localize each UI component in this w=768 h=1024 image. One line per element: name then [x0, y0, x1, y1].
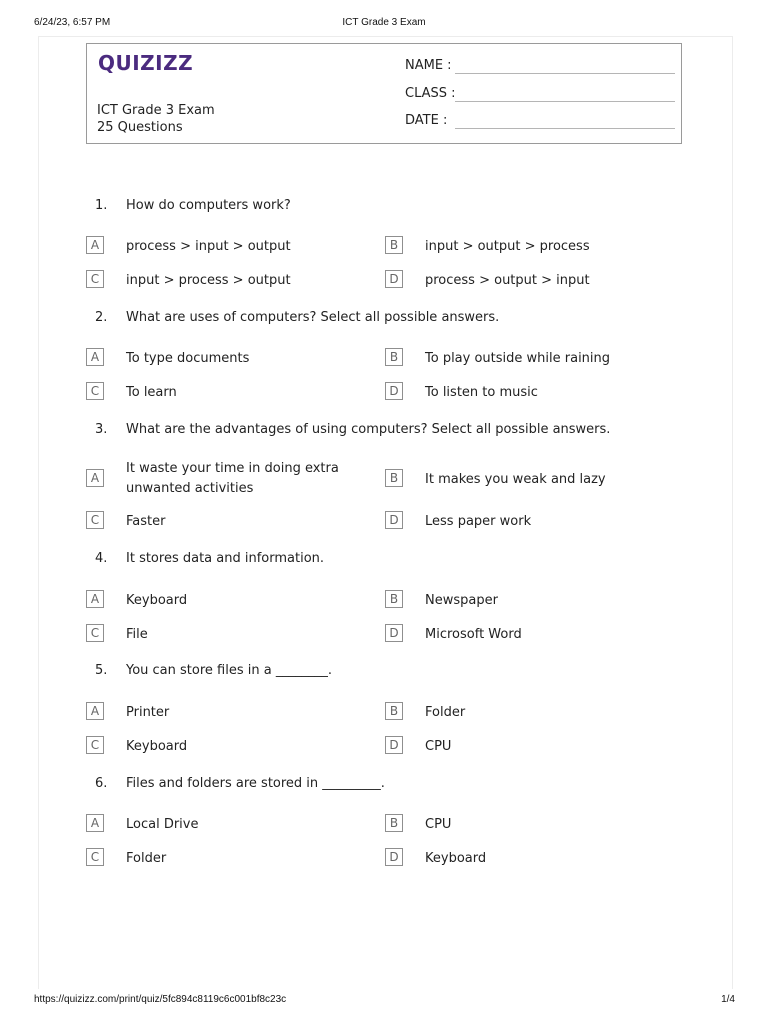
option-a[interactable] — [86, 814, 386, 834]
option-letter: A — [86, 590, 104, 608]
print-url: https://quizizz.com/print/quiz/5fc894c8119c6c001bf8c23c — [34, 994, 287, 1005]
question-text: What are the advantages of using computers? Select all possible answers. — [126, 422, 611, 437]
option-a[interactable] — [86, 590, 386, 610]
question-number: 2. — [95, 310, 108, 325]
option-text: CPU — [425, 739, 452, 754]
question-text: It stores data and information. — [126, 551, 325, 566]
print-footer — [0, 994, 768, 1008]
option-d[interactable] — [385, 511, 685, 531]
option-d[interactable] — [385, 382, 685, 402]
option-text: It makes you weak and lazy — [425, 472, 606, 487]
option-letter: C — [86, 624, 104, 642]
question-count: 25 Questions — [97, 120, 183, 135]
option-text: File — [126, 627, 148, 642]
option-a[interactable] — [86, 461, 386, 496]
option-letter: D — [385, 511, 403, 529]
option-letter: B — [385, 348, 403, 366]
option-b[interactable] — [385, 469, 685, 489]
quiz-title: ICT Grade 3 Exam — [97, 103, 215, 118]
option-text: process > input > output — [126, 239, 291, 254]
option-text: To learn — [126, 385, 177, 400]
option-letter: A — [86, 702, 104, 720]
question-text: How do computers work? — [126, 198, 291, 213]
option-text: To play outside while raining — [425, 351, 611, 366]
option-letter: A — [86, 348, 104, 366]
option-b[interactable] — [385, 236, 685, 256]
option-b[interactable] — [385, 814, 685, 834]
option-text: Less paper work — [425, 514, 532, 529]
option-d[interactable] — [385, 736, 685, 756]
option-a[interactable] — [86, 236, 386, 256]
question-number: 3. — [95, 422, 108, 437]
print-title: ICT Grade 3 Exam — [342, 17, 426, 28]
option-letter: D — [385, 624, 403, 642]
option-text: Local Drive — [126, 817, 199, 832]
name-label: NAME : — [405, 58, 452, 73]
question-number: 4. — [95, 551, 108, 566]
option-c[interactable] — [86, 382, 386, 402]
option-c[interactable] — [86, 848, 386, 868]
option-text: Folder — [425, 705, 466, 720]
option-b[interactable] — [385, 590, 685, 610]
page-number: 1/4 — [721, 994, 735, 1005]
question-text: You can store files in a ________. — [126, 663, 332, 678]
option-text: Microsoft Word — [425, 627, 522, 642]
option-d[interactable] — [385, 270, 685, 290]
option-a[interactable] — [86, 702, 386, 722]
question-text: What are uses of computers? Select all possible answers. — [126, 310, 500, 325]
option-text: Folder — [126, 851, 167, 866]
option-letter: C — [86, 848, 104, 866]
option-b[interactable] — [385, 348, 685, 368]
option-letter: A — [86, 814, 104, 832]
option-text: Printer — [126, 705, 170, 720]
option-text: process > output > input — [425, 273, 590, 288]
option-b[interactable] — [385, 702, 685, 722]
option-letter: D — [385, 382, 403, 400]
option-letter: D — [385, 848, 403, 866]
option-text: It waste your time in doing extra unwanted activities — [126, 461, 339, 496]
option-c[interactable] — [86, 270, 386, 290]
class-label: CLASS : — [405, 86, 456, 101]
question-text: Files and folders are stored in _________. — [126, 776, 385, 791]
option-letter: C — [86, 511, 104, 529]
option-c[interactable] — [86, 511, 386, 531]
print-datetime: 6/24/23, 6:57 PM — [34, 17, 111, 28]
option-letter: B — [385, 814, 403, 832]
option-c[interactable] — [86, 736, 386, 756]
option-letter: B — [385, 469, 403, 487]
option-text: input > output > process — [425, 239, 590, 254]
option-letter: D — [385, 736, 403, 754]
option-letter: A — [86, 236, 104, 254]
option-text: input > process > output — [126, 273, 291, 288]
option-d[interactable] — [385, 848, 685, 868]
option-letter: D — [385, 270, 403, 288]
question-number: 1. — [95, 198, 108, 213]
option-letter: C — [86, 270, 104, 288]
option-text: To type documents — [126, 351, 250, 366]
option-letter: C — [86, 736, 104, 754]
option-letter: C — [86, 382, 104, 400]
option-letter: B — [385, 702, 403, 720]
option-text: Keyboard — [126, 739, 188, 754]
date-label: DATE : — [405, 113, 448, 128]
question-number: 5. — [95, 663, 108, 678]
option-text: Newspaper — [425, 593, 498, 608]
quizizz-logo: QUIZIZZ — [98, 51, 194, 75]
option-letter: A — [86, 469, 104, 487]
question-number: 6. — [95, 776, 108, 791]
option-letter: B — [385, 590, 403, 608]
option-c[interactable] — [86, 624, 386, 644]
option-a[interactable] — [86, 348, 386, 368]
option-text: Keyboard — [425, 851, 487, 866]
option-d[interactable] — [385, 624, 685, 644]
option-text: To listen to music — [425, 385, 538, 400]
option-text: Keyboard — [126, 593, 188, 608]
option-text: Faster — [126, 514, 166, 529]
option-text: CPU — [425, 817, 452, 832]
option-letter: B — [385, 236, 403, 254]
